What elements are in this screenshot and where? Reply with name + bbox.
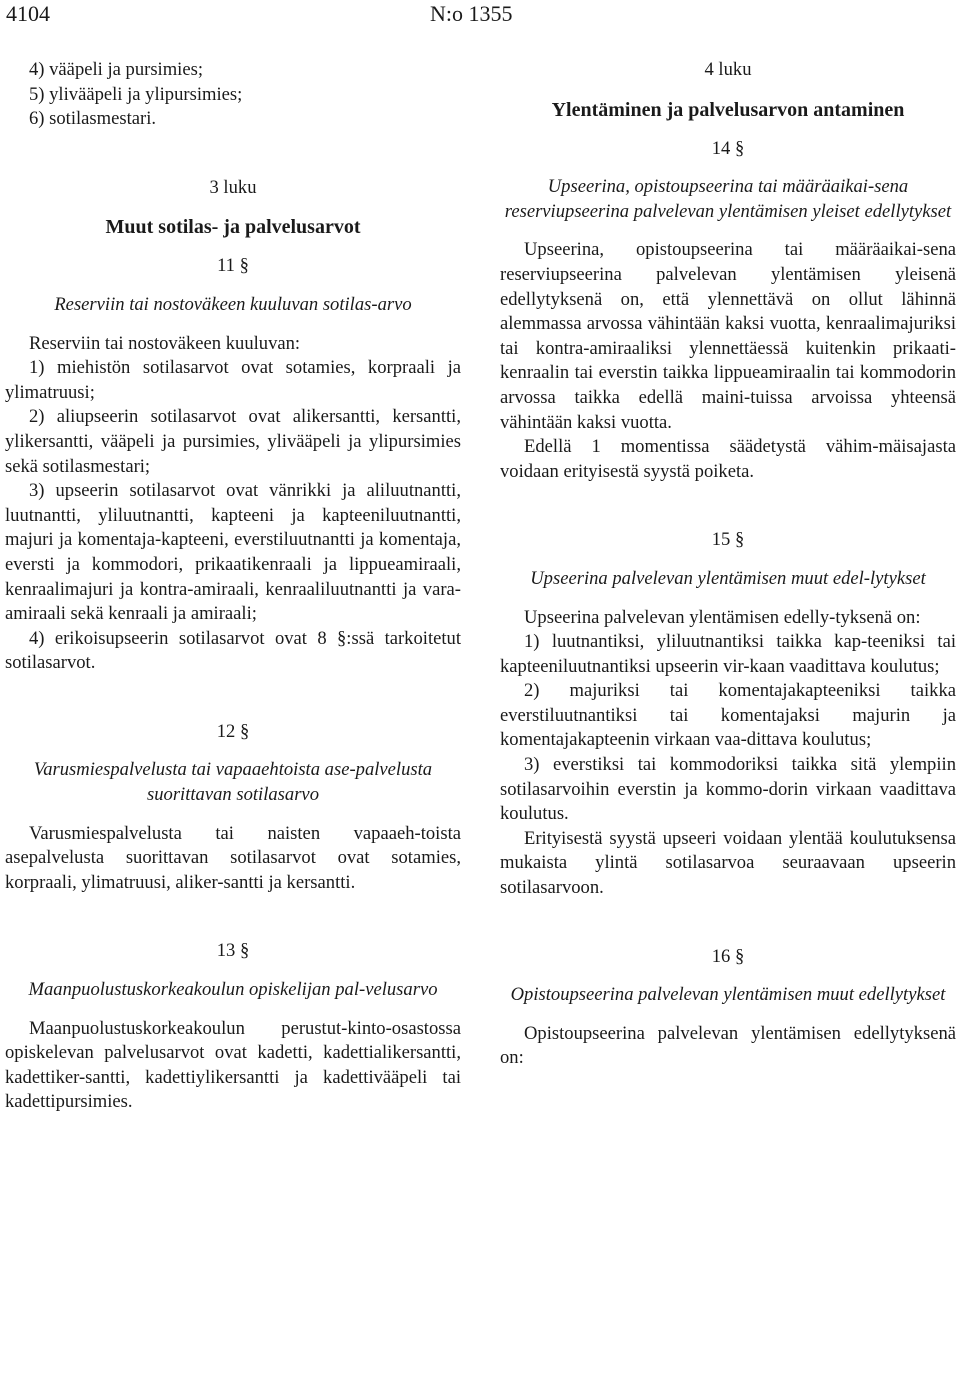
paragraph: Upseerina palvelevan ylentämisen edelly-tyksenä on: — [524, 606, 921, 628]
section-number: 15 § — [711, 529, 745, 551]
list-item: 4) vääpeli ja pursimies; — [29, 59, 204, 80]
paragraph: Upseerina, opistoupseerina tai määräaikai-sena reserviupseerina palvelevan ylentämisen yleisenä edellytyksenä on, että ylennettävä on ollut lähinnä alemmassa arvossa vähintään kaksi vuotta, kenraalimajuriksi tai kontra-amiraaliksi ylennettäessä kuitenkin prikaati-kenraalin tai everstin taikka lippueamiraalin tai kommodorin arvossa taikka edellä maini-tuissa arvoissa yhteensä vähintään kaksi vuotta. — [500, 239, 956, 433]
paragraph: 4) erikoisupseerin sotilasarvot ovat 8 §:ssä tarkoitetut sotilasarvot. — [5, 627, 461, 674]
right-column — [500, 58, 956, 1071]
list-item: 6) sotilasmestari. — [29, 108, 157, 130]
section-number: 13 § — [216, 940, 250, 962]
paragraph: Maanpuolustuskorkeakoulun perustut-kinto-osastossa opiskelevan palvelusarvot ovat kadetti, kadettialikersantti, kadettiker-santti, kadettiylikersantti ja kadettivääpeli tai kadettipursimies. — [5, 1017, 461, 1113]
paragraph: 2) majuriksi tai komentajakapteeniksi taikka everstiluutnantiksi tai komentajaksi majurin ja komentajakapteenin virkaan vaa-dittava koulutus; — [500, 680, 956, 751]
chapter-title: Ylentäminen ja palvelusarvon antaminen — [551, 98, 905, 121]
list-item: 5) ylivääpeli ja ylipursimies; — [29, 83, 243, 105]
section-title: Upseerina palvelevan ylentämisen muut edel-lytykset — [530, 567, 926, 589]
paragraph: Varusmiespalvelusta tai naisten vapaaeh-toista asepalvelusta suorittavan sotilasarvot ovat sotamies, korpraali, ylimatruusi, aliker-santti ja kersantti. — [5, 822, 461, 893]
paragraph: 1) miehistön sotilasarvot ovat sotamies, korpraali ja ylimatruusi; — [5, 357, 461, 403]
section-number: 14 § — [711, 137, 745, 159]
section-number: 12 § — [216, 720, 250, 742]
section-title: Opistoupseerina palvelevan ylentämisen muut edellytykset — [510, 984, 946, 1006]
chapter-number: 4 luku — [704, 59, 752, 80]
paragraph: 1) luutnantiksi, yliluutnantiksi taikka kap-teeniksi tai kapteeniluutnantiksi upseerin vir-kaan vaadittava koulutus; — [500, 631, 956, 677]
section-title: Varusmiespalvelusta tai vapaaehtoista ase-palvelusta suorittavan sotilasarvo — [33, 759, 433, 806]
paragraph: Erityisestä syystä upseeri voidaan ylentää koulutuksensa mukaista ylintä sotilasarvoa seuraavaan upseerin sotilasarvoon. — [500, 827, 956, 899]
section-title: Upseerina, opistoupseerina tai määräaikai-sena reserviupseerina palvelevan ylentämisen yleiset edellytykset — [504, 176, 952, 222]
issue-number: N:o 1355 — [430, 1, 513, 26]
paragraph: 3) everstiksi tai kommodoriksi taikka sitä ylempiin sotilasarvoihin everstin ja kommo-dorin virkaan vaadittava koulutus. — [500, 754, 956, 825]
paragraph: Edellä 1 momentissa säädetystä vähim-mäisajasta voidaan erityisestä syystä poiketa. — [500, 436, 956, 482]
paragraph: Reserviin tai nostoväkeen kuuluvan: — [29, 332, 301, 354]
section-number: 11 § — [217, 255, 249, 277]
chapter-number: 3 luku — [209, 176, 257, 198]
page-number: 4104 — [6, 1, 50, 26]
chapter-title: Muut sotilas- ja palvelusarvot — [105, 216, 361, 239]
section-title: Maanpuolustuskorkeakoulun opiskelijan pal-velusarvo — [28, 979, 438, 1001]
paragraph: 3) upseerin sotilasarvot ovat vänrikki ja aliluutnantti, luutnantti, yliluutnantti, kapteeni ja kapteeniluutnantti, majuri ja komentaja-kapteeni, everstiluutnantti ja komentaja, eversti ja kommodori, prikaatikenraali ja lippueamiraali, kenraalimajuri ja kontra-amiraali, kenraaliluutnantti ja vara-amiraali sekä kenraali ja amiraali; — [5, 480, 461, 625]
page-header — [0, 0, 960, 40]
paragraph: 2) aliupseerin sotilasarvot ovat alikersantti, kersantti, ylikersantti, vääpeli ja pursimies, ylivääpeli ja ylipursimies sekä sotilasmestari; — [5, 406, 461, 477]
paragraph: Opistoupseerina palvelevan ylentämisen edellytyksenä on: — [500, 1022, 956, 1069]
left-column — [5, 58, 461, 1115]
section-title: Reserviin tai nostoväkeen kuuluvan sotilas-arvo — [54, 293, 412, 315]
section-number: 16 § — [711, 945, 745, 967]
